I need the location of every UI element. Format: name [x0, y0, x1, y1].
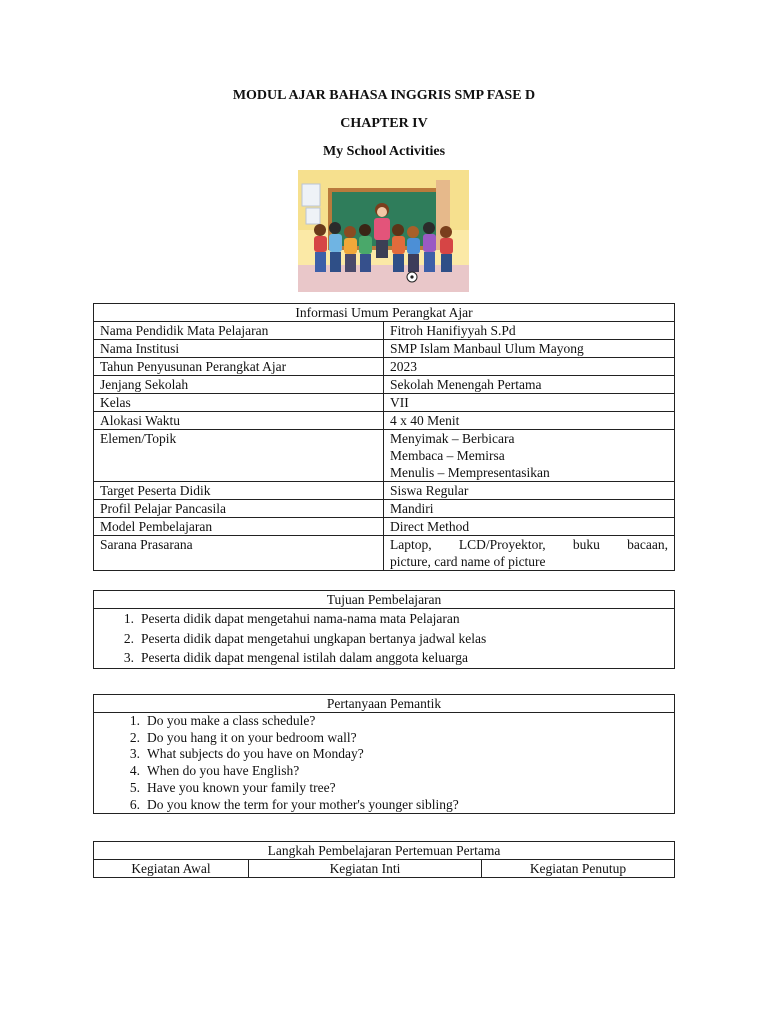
list-item: 2. Peserta didik dapat mengetahui ungkapan bertanya jadwal kelas	[123, 630, 487, 646]
list-item: 6. Do you know the term for your mother's younger sibling?	[129, 796, 459, 812]
row-value: 4 x 40 Menit	[384, 412, 675, 430]
row-value: 2023	[384, 358, 675, 376]
table-row	[94, 536, 675, 571]
general-info-heading: Informasi Umum Perangkat Ajar	[94, 304, 675, 322]
row-label: Profil Pelajar Pancasila	[94, 500, 384, 518]
table-row	[94, 376, 675, 394]
row-label: Jenjang Sekolah	[94, 376, 384, 394]
learning-steps-heading: Langkah Pembelajaran Pertemuan Pertama	[94, 842, 675, 860]
row-label: Tahun Penyusunan Perangkat Ajar	[94, 358, 384, 376]
table-row	[94, 430, 675, 482]
list-item: 5. Have you known your family tree?	[129, 779, 336, 795]
list-item: 1. Peserta didik dapat mengetahui nama-nama mata Pelajaran	[123, 611, 460, 626]
trigger-questions-table	[93, 694, 675, 814]
topic-line: Menyimak – Berbicara	[390, 431, 515, 446]
row-value	[384, 536, 675, 571]
row-value: Sekolah Menengah Pertama	[384, 376, 675, 394]
row-label: Nama Pendidik Mata Pelajaran	[94, 322, 384, 340]
column-header-opening: Kegiatan Awal	[94, 860, 249, 878]
list-item: 2. Do you hang it on your bedroom wall?	[129, 729, 357, 745]
topic-line: Menulis – Mempresentasikan	[390, 465, 550, 480]
facility-line: picture, card name of picture	[390, 554, 546, 569]
chapter-heading: CHAPTER IV	[340, 116, 428, 131]
table-row	[94, 518, 675, 536]
learning-objectives-table	[93, 590, 675, 669]
document-title: MODUL AJAR BAHASA INGGRIS SMP FASE D	[232, 88, 536, 103]
chapter-subtitle: My School Activities	[322, 144, 446, 159]
learning-objectives-heading: Tujuan Pembelajaran	[94, 591, 675, 609]
topic-line: Membaca – Memirsa	[390, 448, 505, 463]
row-value: Mandiri	[384, 500, 675, 518]
row-value: SMP Islam Manbaul Ulum Mayong	[384, 340, 675, 358]
general-info-table	[93, 303, 675, 571]
list-item: 1. Do you make a class schedule?	[129, 713, 316, 728]
row-label: Model Pembelajaran	[94, 518, 384, 536]
list-item: 3. What subjects do you have on Monday?	[129, 746, 364, 762]
table-row	[94, 412, 675, 430]
row-label: Alokasi Waktu	[94, 412, 384, 430]
column-header-core: Kegiatan Inti	[249, 860, 482, 878]
table-row	[94, 322, 675, 340]
row-value	[384, 430, 675, 482]
list-item: 4. When do you have English?	[129, 763, 300, 779]
row-value: Siswa Regular	[384, 482, 675, 500]
list-item: 3. Peserta didik dapat mengenal istilah dalam anggota keluarga	[123, 650, 469, 665]
row-label: Target Peserta Didik	[94, 482, 384, 500]
row-value: Direct Method	[384, 518, 675, 536]
row-label: Sarana Prasarana	[94, 536, 384, 571]
table-row	[94, 358, 675, 376]
row-label: Elemen/Topik	[94, 430, 384, 482]
row-label: Nama Institusi	[94, 340, 384, 358]
row-value: VII	[384, 394, 675, 412]
learning-objectives-list	[94, 609, 674, 668]
trigger-questions-list	[94, 713, 674, 813]
row-label: Kelas	[94, 394, 384, 412]
trigger-questions-heading: Pertanyaan Pemantik	[94, 695, 675, 713]
column-header-closing: Kegiatan Penutup	[482, 860, 675, 878]
table-row	[94, 500, 675, 518]
classroom-illustration	[298, 170, 469, 292]
row-value: Fitroh Hanifiyyah S.Pd	[384, 322, 675, 340]
facility-line: Laptop, LCD/Proyektor, buku bacaan,	[390, 537, 668, 552]
table-row	[94, 394, 675, 412]
learning-steps-table	[93, 841, 675, 878]
table-row	[94, 340, 675, 358]
table-row	[94, 482, 675, 500]
